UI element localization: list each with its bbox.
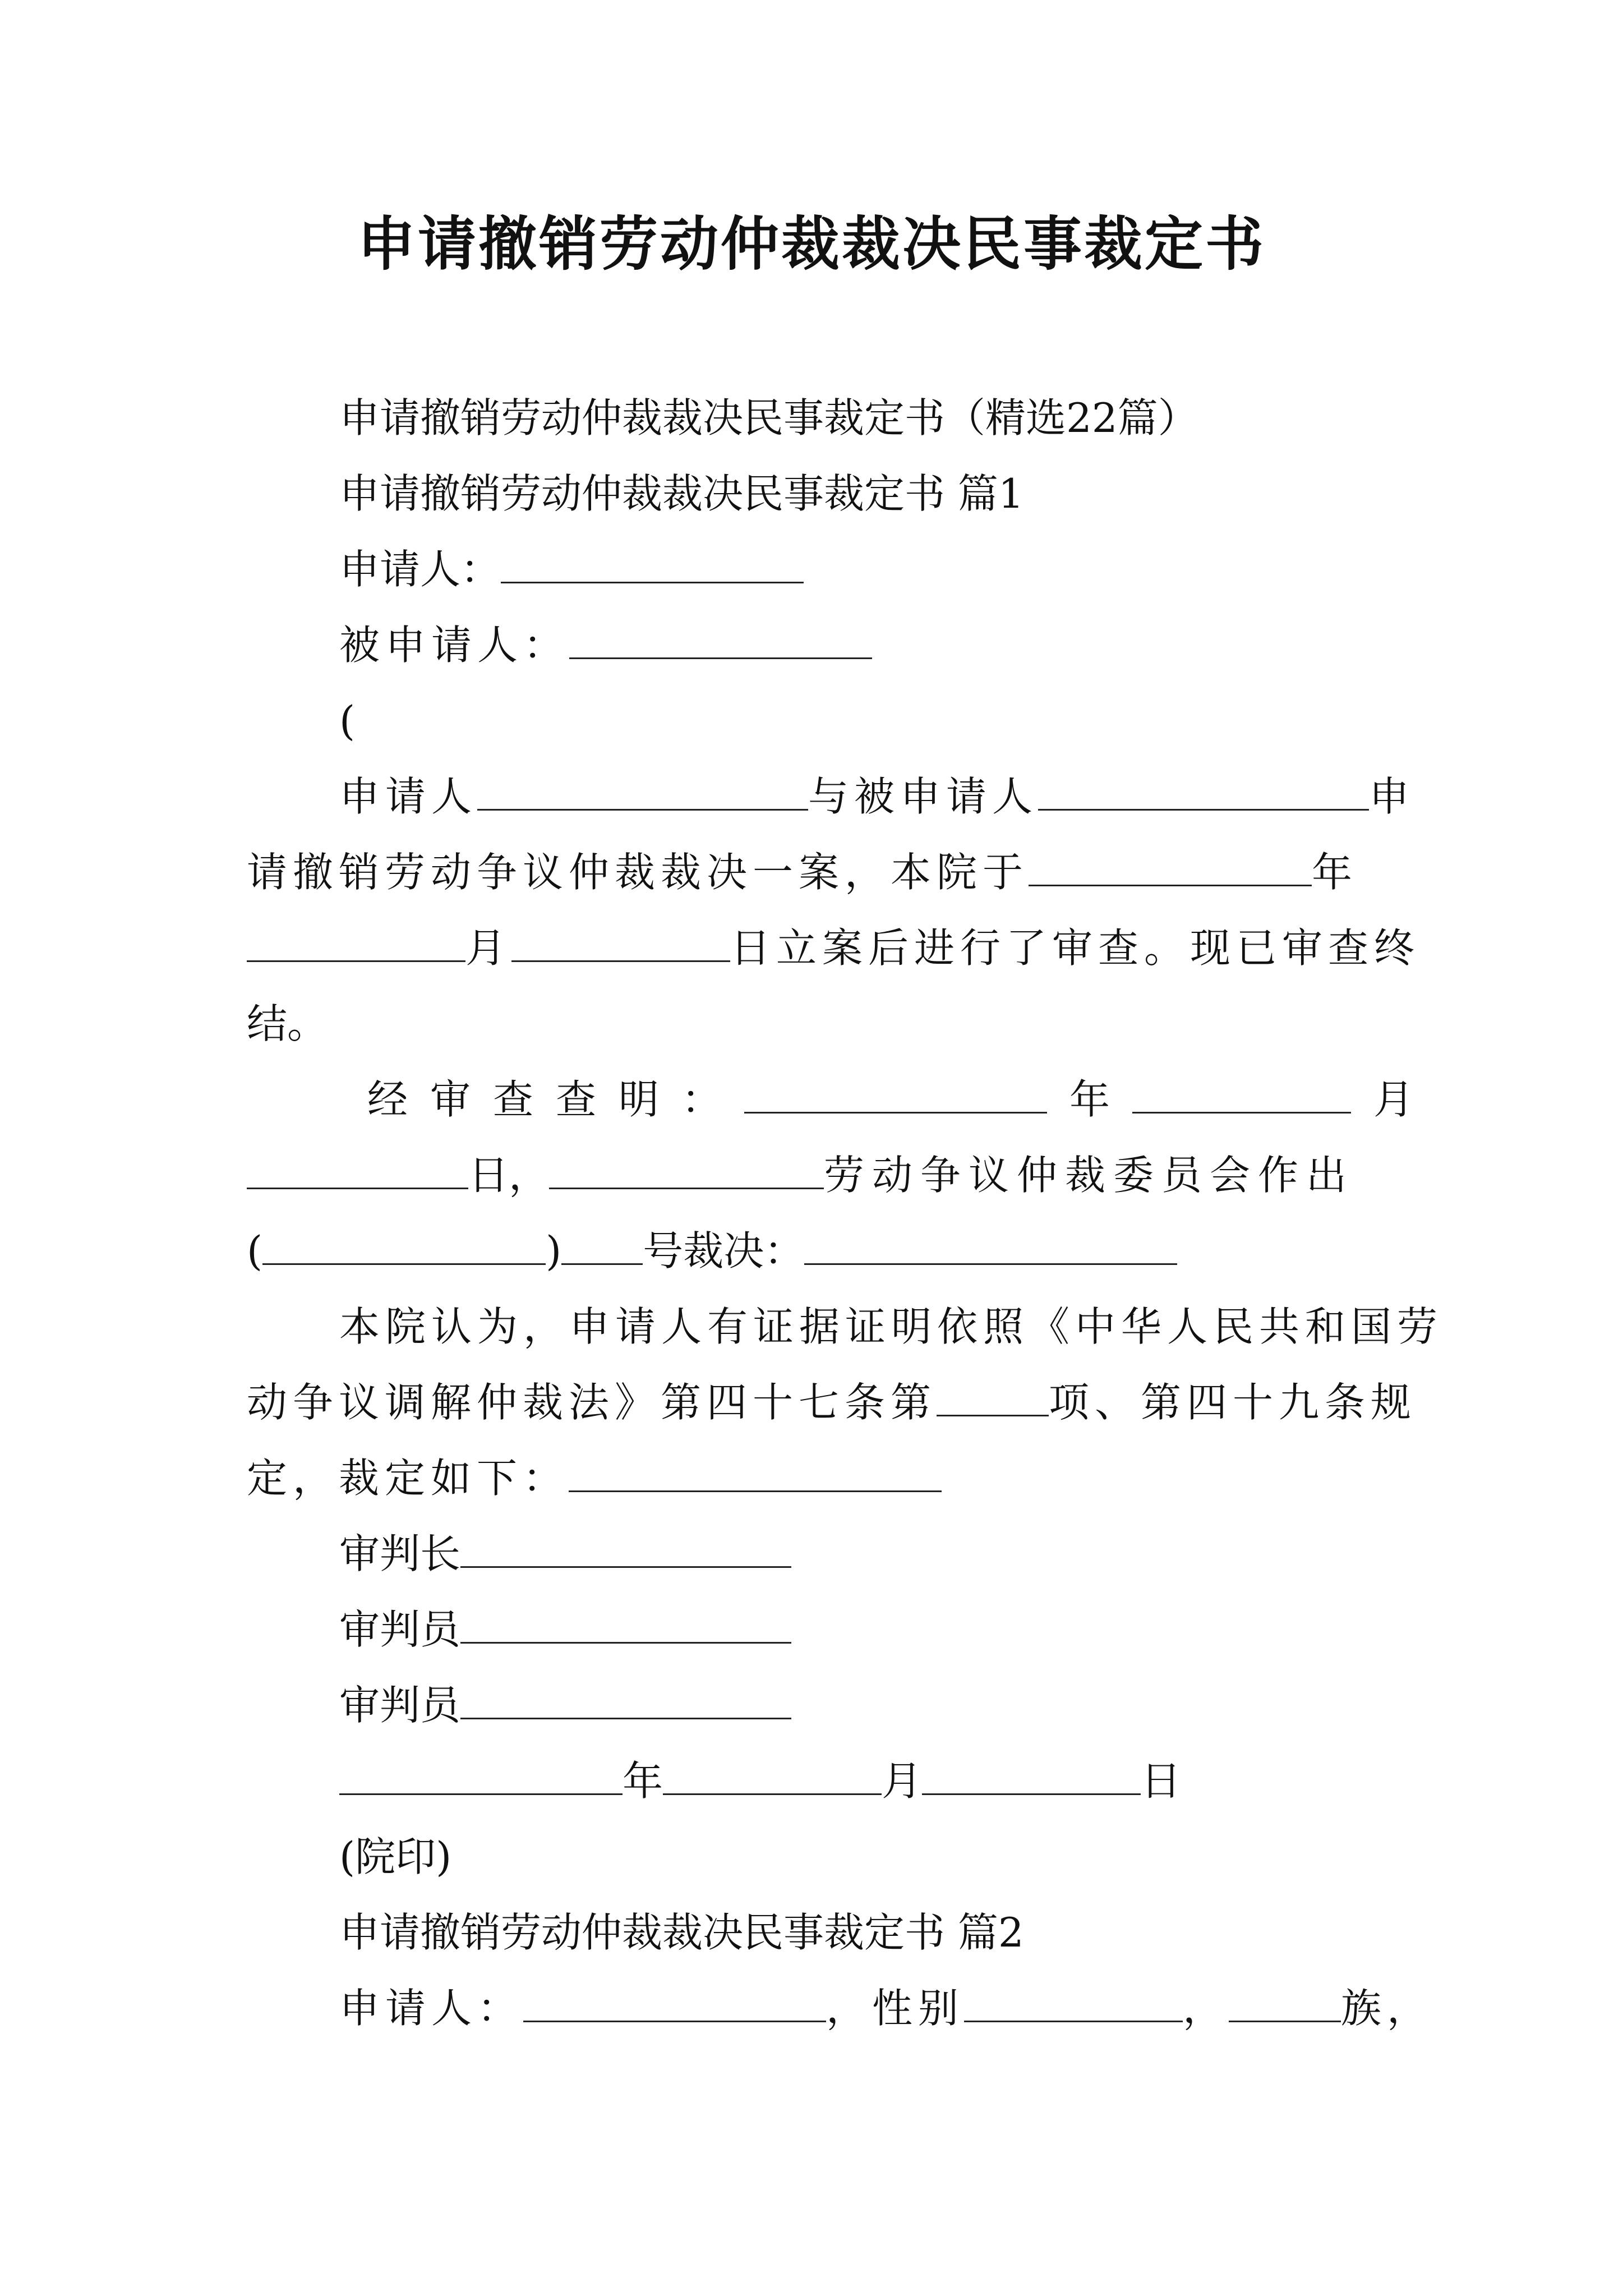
section-heading-1: 申请撤销劳动仲裁裁决民事裁定书 篇1 <box>339 470 1024 517</box>
blank-field <box>549 1151 824 1189</box>
text-span: 审判员 <box>339 1682 461 1729</box>
text-span: 请撤销劳动争议仲裁裁决一案，本院于 <box>247 849 1029 896</box>
blank-field <box>460 1605 791 1644</box>
subtitle-line: 申请撤销劳动仲裁裁决民事裁定书（精选22篇） <box>339 394 1198 441</box>
text-span: 年 <box>1069 1076 1133 1123</box>
blank-field <box>937 1378 1049 1416</box>
blank-field <box>501 545 804 583</box>
text-span: ( <box>247 1227 263 1274</box>
paragraph-line: 结。 <box>247 1000 328 1047</box>
text-span: 号裁决： <box>643 1227 805 1274</box>
blank-field <box>561 1226 643 1265</box>
blank-field <box>744 1075 1047 1114</box>
text-span: 定，裁定如下： <box>247 1455 569 1502</box>
paragraph-line <box>367 1071 1414 1128</box>
paragraph-line <box>247 844 1358 900</box>
blank-field <box>922 1756 1141 1795</box>
blank-field <box>569 620 872 659</box>
paragraph-line <box>247 1374 1417 1430</box>
text-span: 月 <box>1373 1076 1414 1123</box>
text-span: 申请人： <box>339 1985 524 2032</box>
paragraph-line <box>339 769 1415 825</box>
text-span: 日 <box>1141 1757 1182 1805</box>
text-span: 审判长 <box>339 1530 461 1577</box>
blank-field <box>460 1681 791 1719</box>
text-span: 动争议调解仲裁法》第四十七条第 <box>247 1379 937 1426</box>
text-span: 月 <box>465 924 512 972</box>
blank-field <box>262 1226 546 1265</box>
text-span: ， <box>1183 1985 1229 2032</box>
blank-field <box>569 1453 942 1492</box>
paragraph-line <box>247 1147 1354 1203</box>
text-span: 日， <box>468 1152 550 1199</box>
blank-field <box>663 1756 882 1795</box>
text-span: 族， <box>1341 1985 1433 2032</box>
blank-field <box>477 772 808 811</box>
respondent-line <box>339 617 872 673</box>
blank-field <box>247 1151 468 1189</box>
section-heading-2: 申请撤销劳动仲裁裁决民事裁定书 篇2 <box>339 1909 1024 1956</box>
blank-field <box>523 1984 826 2022</box>
paragraph-line: 本院认为，申请人有证据证明依照《中华人民共和国劳 <box>339 1303 1444 1350</box>
blank-field <box>964 1984 1183 2022</box>
text-span: 与被申请人 <box>808 773 1039 820</box>
blank-field <box>247 923 465 962</box>
paren-line: ( <box>339 697 356 744</box>
paragraph-line <box>247 920 1420 976</box>
blank-field <box>1229 1984 1341 2022</box>
blank-field <box>1132 1075 1351 1114</box>
text-span: 经审查查明： <box>367 1076 745 1123</box>
blank-field <box>460 1529 791 1568</box>
document-title: 申请撤销劳动仲裁裁决民事裁定书 <box>357 209 1266 278</box>
signature-line-judge <box>339 1602 791 1658</box>
respondent-label: 被申请人： <box>339 622 570 669</box>
text-span: ) <box>546 1227 562 1274</box>
applicant-label: 申请人： <box>339 546 501 593</box>
text-span: 项、第四十九条规 <box>1049 1379 1417 1426</box>
text-span: ，性别 <box>826 1985 965 2032</box>
paragraph-line <box>247 1223 1177 1279</box>
text-span: 审判员 <box>339 1606 461 1653</box>
blank-field <box>1038 772 1369 811</box>
text-span: 申 <box>1369 773 1415 820</box>
date-line <box>339 1753 1181 1809</box>
text-span: 年 <box>1312 849 1358 896</box>
text-span: 月 <box>882 1757 923 1805</box>
signature-line-judge <box>339 1677 791 1733</box>
signature-line-presiding-judge <box>339 1526 791 1582</box>
blank-field <box>339 1756 623 1795</box>
blank-field <box>511 923 730 962</box>
applicant-info-line <box>339 1980 1433 2036</box>
text-span: 劳动争议仲裁委员会作出 <box>824 1152 1355 1199</box>
blank-field <box>804 1226 1177 1265</box>
text-span: 申请人 <box>339 773 478 820</box>
court-seal-note: (院印) <box>339 1833 452 1880</box>
blank-field <box>1029 848 1312 886</box>
applicant-line <box>339 541 804 597</box>
text-span: 日立案后进行了审查。现已审查终 <box>730 924 1421 972</box>
paragraph-line <box>247 1450 942 1506</box>
text-span: 年 <box>623 1757 663 1805</box>
